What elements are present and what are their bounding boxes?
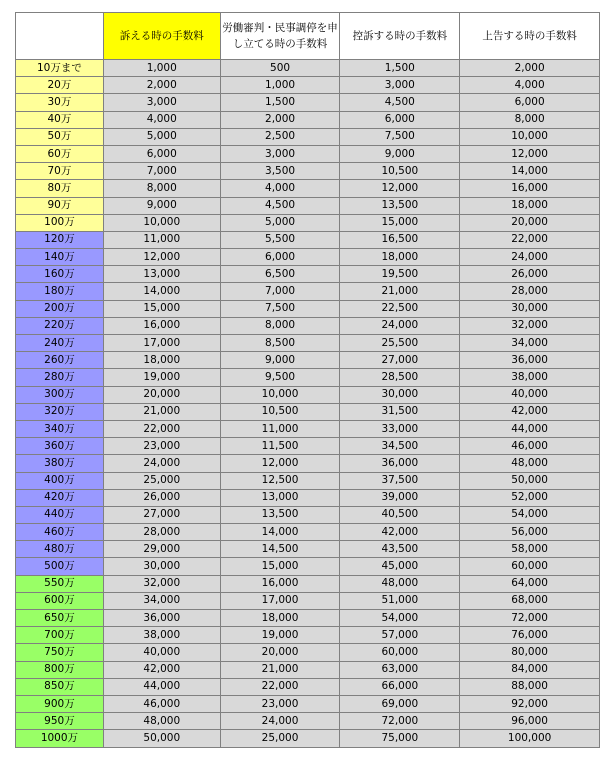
lawsuit-fee-cell: 24,000 <box>103 455 220 472</box>
appeal-fee-cell: 34,500 <box>340 438 460 455</box>
labor-mediation-fee-cell: 5,500 <box>220 231 340 248</box>
claim-amount-cell: 950万 <box>16 713 104 730</box>
final-appeal-fee-cell: 44,000 <box>460 420 600 437</box>
header-corner-cell <box>16 13 104 60</box>
claim-amount-cell: 90万 <box>16 197 104 214</box>
appeal-fee-cell: 37,500 <box>340 472 460 489</box>
claim-amount-cell: 440万 <box>16 506 104 523</box>
final-appeal-fee-cell: 8,000 <box>460 111 600 128</box>
lawsuit-fee-cell: 40,000 <box>103 644 220 661</box>
labor-mediation-fee-cell: 11,500 <box>220 438 340 455</box>
appeal-fee-cell: 1,500 <box>340 60 460 77</box>
final-appeal-fee-cell: 58,000 <box>460 541 600 558</box>
table-row <box>16 111 600 128</box>
appeal-fee-cell: 40,500 <box>340 506 460 523</box>
appeal-fee-cell: 19,500 <box>340 266 460 283</box>
lawsuit-fee-cell: 25,000 <box>103 472 220 489</box>
final-appeal-fee-cell: 48,000 <box>460 455 600 472</box>
table-row <box>16 730 600 747</box>
claim-amount-cell: 60万 <box>16 145 104 162</box>
final-appeal-fee-cell: 40,000 <box>460 386 600 403</box>
lawsuit-fee-cell: 5,000 <box>103 128 220 145</box>
lawsuit-fee-cell: 7,000 <box>103 163 220 180</box>
final-appeal-fee-cell: 68,000 <box>460 592 600 609</box>
table-row <box>16 472 600 489</box>
appeal-fee-cell: 12,000 <box>340 180 460 197</box>
final-appeal-fee-cell: 18,000 <box>460 197 600 214</box>
table-row <box>16 644 600 661</box>
final-appeal-fee-cell: 26,000 <box>460 266 600 283</box>
final-appeal-fee-cell: 34,000 <box>460 335 600 352</box>
appeal-fee-cell: 75,000 <box>340 730 460 747</box>
final-appeal-fee-cell: 20,000 <box>460 214 600 231</box>
appeal-fee-cell: 10,500 <box>340 163 460 180</box>
claim-amount-cell: 280万 <box>16 369 104 386</box>
lawsuit-fee-cell: 6,000 <box>103 145 220 162</box>
labor-mediation-fee-cell: 14,000 <box>220 524 340 541</box>
final-appeal-fee-cell: 84,000 <box>460 661 600 678</box>
labor-mediation-fee-cell: 20,000 <box>220 644 340 661</box>
table-row <box>16 610 600 627</box>
final-appeal-fee-cell: 28,000 <box>460 283 600 300</box>
lawsuit-fee-cell: 48,000 <box>103 713 220 730</box>
labor-mediation-fee-cell: 10,000 <box>220 386 340 403</box>
table-row <box>16 558 600 575</box>
final-appeal-fee-cell: 10,000 <box>460 128 600 145</box>
claim-amount-cell: 180万 <box>16 283 104 300</box>
lawsuit-fee-cell: 30,000 <box>103 558 220 575</box>
labor-mediation-fee-cell: 500 <box>220 60 340 77</box>
claim-amount-cell: 70万 <box>16 163 104 180</box>
appeal-fee-cell: 25,500 <box>340 335 460 352</box>
table-row <box>16 420 600 437</box>
lawsuit-fee-cell: 20,000 <box>103 386 220 403</box>
final-appeal-fee-cell: 54,000 <box>460 506 600 523</box>
final-appeal-fee-cell: 50,000 <box>460 472 600 489</box>
table-row <box>16 403 600 420</box>
table-row <box>16 627 600 644</box>
table-row <box>16 661 600 678</box>
final-appeal-fee-cell: 32,000 <box>460 317 600 334</box>
labor-mediation-fee-cell: 1,500 <box>220 94 340 111</box>
appeal-fee-cell: 16,500 <box>340 231 460 248</box>
header-row <box>16 13 600 60</box>
claim-amount-cell: 400万 <box>16 472 104 489</box>
table-row <box>16 386 600 403</box>
labor-mediation-fee-cell: 9,500 <box>220 369 340 386</box>
labor-mediation-fee-cell: 22,000 <box>220 678 340 695</box>
table-row <box>16 197 600 214</box>
lawsuit-fee-cell: 13,000 <box>103 266 220 283</box>
lawsuit-fee-cell: 14,000 <box>103 283 220 300</box>
claim-amount-cell: 480万 <box>16 541 104 558</box>
table-row <box>16 145 600 162</box>
appeal-fee-cell: 72,000 <box>340 713 460 730</box>
final-appeal-fee-cell: 6,000 <box>460 94 600 111</box>
claim-amount-cell: 320万 <box>16 403 104 420</box>
labor-mediation-fee-cell: 25,000 <box>220 730 340 747</box>
header-labor-mediation-fee: 労働審判・民事調停を申し立てる時の手数料 <box>220 13 340 60</box>
fee-table <box>15 12 600 748</box>
claim-amount-cell: 120万 <box>16 231 104 248</box>
claim-amount-cell: 460万 <box>16 524 104 541</box>
lawsuit-fee-cell: 17,000 <box>103 335 220 352</box>
lawsuit-fee-cell: 4,000 <box>103 111 220 128</box>
labor-mediation-fee-cell: 24,000 <box>220 713 340 730</box>
claim-amount-cell: 140万 <box>16 249 104 266</box>
appeal-fee-cell: 9,000 <box>340 145 460 162</box>
table-row <box>16 60 600 77</box>
lawsuit-fee-cell: 12,000 <box>103 249 220 266</box>
claim-amount-cell: 30万 <box>16 94 104 111</box>
claim-amount-cell: 160万 <box>16 266 104 283</box>
labor-mediation-fee-cell: 5,000 <box>220 214 340 231</box>
appeal-fee-cell: 24,000 <box>340 317 460 334</box>
claim-amount-cell: 80万 <box>16 180 104 197</box>
lawsuit-fee-cell: 2,000 <box>103 77 220 94</box>
final-appeal-fee-cell: 24,000 <box>460 249 600 266</box>
claim-amount-cell: 10万まで <box>16 60 104 77</box>
header-appeal-fee: 控訴する時の手数料 <box>340 13 460 60</box>
table-row <box>16 713 600 730</box>
appeal-fee-cell: 6,000 <box>340 111 460 128</box>
final-appeal-fee-cell: 4,000 <box>460 77 600 94</box>
labor-mediation-fee-cell: 12,000 <box>220 455 340 472</box>
lawsuit-fee-cell: 21,000 <box>103 403 220 420</box>
labor-mediation-fee-cell: 6,000 <box>220 249 340 266</box>
claim-amount-cell: 850万 <box>16 678 104 695</box>
labor-mediation-fee-cell: 23,000 <box>220 695 340 712</box>
labor-mediation-fee-cell: 7,500 <box>220 300 340 317</box>
labor-mediation-fee-cell: 2,000 <box>220 111 340 128</box>
lawsuit-fee-cell: 29,000 <box>103 541 220 558</box>
appeal-fee-cell: 48,000 <box>340 575 460 592</box>
lawsuit-fee-cell: 44,000 <box>103 678 220 695</box>
lawsuit-fee-cell: 26,000 <box>103 489 220 506</box>
lawsuit-fee-cell: 38,000 <box>103 627 220 644</box>
final-appeal-fee-cell: 16,000 <box>460 180 600 197</box>
final-appeal-fee-cell: 96,000 <box>460 713 600 730</box>
table-row <box>16 369 600 386</box>
lawsuit-fee-cell: 28,000 <box>103 524 220 541</box>
final-appeal-fee-cell: 52,000 <box>460 489 600 506</box>
final-appeal-fee-cell: 2,000 <box>460 60 600 77</box>
final-appeal-fee-cell: 80,000 <box>460 644 600 661</box>
lawsuit-fee-cell: 19,000 <box>103 369 220 386</box>
final-appeal-fee-cell: 64,000 <box>460 575 600 592</box>
table-row <box>16 180 600 197</box>
lawsuit-fee-cell: 3,000 <box>103 94 220 111</box>
appeal-fee-cell: 69,000 <box>340 695 460 712</box>
appeal-fee-cell: 60,000 <box>340 644 460 661</box>
claim-amount-cell: 360万 <box>16 438 104 455</box>
lawsuit-fee-cell: 50,000 <box>103 730 220 747</box>
appeal-fee-cell: 63,000 <box>340 661 460 678</box>
appeal-fee-cell: 57,000 <box>340 627 460 644</box>
labor-mediation-fee-cell: 17,000 <box>220 592 340 609</box>
lawsuit-fee-cell: 46,000 <box>103 695 220 712</box>
labor-mediation-fee-cell: 18,000 <box>220 610 340 627</box>
labor-mediation-fee-cell: 14,500 <box>220 541 340 558</box>
claim-amount-cell: 240万 <box>16 335 104 352</box>
appeal-fee-cell: 7,500 <box>340 128 460 145</box>
final-appeal-fee-cell: 88,000 <box>460 678 600 695</box>
claim-amount-cell: 200万 <box>16 300 104 317</box>
appeal-fee-cell: 4,500 <box>340 94 460 111</box>
table-row <box>16 455 600 472</box>
lawsuit-fee-cell: 32,000 <box>103 575 220 592</box>
table-row <box>16 438 600 455</box>
labor-mediation-fee-cell: 19,000 <box>220 627 340 644</box>
lawsuit-fee-cell: 16,000 <box>103 317 220 334</box>
table-row <box>16 575 600 592</box>
claim-amount-cell: 220万 <box>16 317 104 334</box>
final-appeal-fee-cell: 72,000 <box>460 610 600 627</box>
final-appeal-fee-cell: 46,000 <box>460 438 600 455</box>
appeal-fee-cell: 42,000 <box>340 524 460 541</box>
appeal-fee-cell: 22,500 <box>340 300 460 317</box>
claim-amount-cell: 300万 <box>16 386 104 403</box>
appeal-fee-cell: 39,000 <box>340 489 460 506</box>
claim-amount-cell: 1000万 <box>16 730 104 747</box>
table-row <box>16 352 600 369</box>
final-appeal-fee-cell: 38,000 <box>460 369 600 386</box>
labor-mediation-fee-cell: 1,000 <box>220 77 340 94</box>
final-appeal-fee-cell: 42,000 <box>460 403 600 420</box>
table-row <box>16 317 600 334</box>
table-row <box>16 94 600 111</box>
claim-amount-cell: 20万 <box>16 77 104 94</box>
labor-mediation-fee-cell: 15,000 <box>220 558 340 575</box>
labor-mediation-fee-cell: 2,500 <box>220 128 340 145</box>
labor-mediation-fee-cell: 8,500 <box>220 335 340 352</box>
lawsuit-fee-cell: 15,000 <box>103 300 220 317</box>
table-row <box>16 300 600 317</box>
appeal-fee-cell: 33,000 <box>340 420 460 437</box>
table-row <box>16 128 600 145</box>
appeal-fee-cell: 30,000 <box>340 386 460 403</box>
header-lawsuit-fee: 訴える時の手数料 <box>103 13 220 60</box>
claim-amount-cell: 650万 <box>16 610 104 627</box>
labor-mediation-fee-cell: 12,500 <box>220 472 340 489</box>
appeal-fee-cell: 3,000 <box>340 77 460 94</box>
labor-mediation-fee-cell: 21,000 <box>220 661 340 678</box>
table-row <box>16 506 600 523</box>
appeal-fee-cell: 31,500 <box>340 403 460 420</box>
claim-amount-cell: 700万 <box>16 627 104 644</box>
claim-amount-cell: 340万 <box>16 420 104 437</box>
claim-amount-cell: 550万 <box>16 575 104 592</box>
appeal-fee-cell: 54,000 <box>340 610 460 627</box>
labor-mediation-fee-cell: 3,500 <box>220 163 340 180</box>
final-appeal-fee-cell: 22,000 <box>460 231 600 248</box>
table-row <box>16 163 600 180</box>
labor-mediation-fee-cell: 13,500 <box>220 506 340 523</box>
appeal-fee-cell: 27,000 <box>340 352 460 369</box>
table-row <box>16 231 600 248</box>
labor-mediation-fee-cell: 7,000 <box>220 283 340 300</box>
table-row <box>16 541 600 558</box>
appeal-fee-cell: 15,000 <box>340 214 460 231</box>
appeal-fee-cell: 21,000 <box>340 283 460 300</box>
claim-amount-cell: 500万 <box>16 558 104 575</box>
lawsuit-fee-cell: 36,000 <box>103 610 220 627</box>
lawsuit-fee-cell: 10,000 <box>103 214 220 231</box>
table-row <box>16 592 600 609</box>
claim-amount-cell: 900万 <box>16 695 104 712</box>
header-final-appeal-fee: 上告する時の手数料 <box>460 13 600 60</box>
claim-amount-cell: 800万 <box>16 661 104 678</box>
table-row <box>16 77 600 94</box>
claim-amount-cell: 750万 <box>16 644 104 661</box>
appeal-fee-cell: 66,000 <box>340 678 460 695</box>
claim-amount-cell: 40万 <box>16 111 104 128</box>
lawsuit-fee-cell: 23,000 <box>103 438 220 455</box>
lawsuit-fee-cell: 27,000 <box>103 506 220 523</box>
lawsuit-fee-cell: 42,000 <box>103 661 220 678</box>
table-row <box>16 266 600 283</box>
final-appeal-fee-cell: 56,000 <box>460 524 600 541</box>
labor-mediation-fee-cell: 8,000 <box>220 317 340 334</box>
final-appeal-fee-cell: 60,000 <box>460 558 600 575</box>
claim-amount-cell: 100万 <box>16 214 104 231</box>
table-row <box>16 335 600 352</box>
lawsuit-fee-cell: 1,000 <box>103 60 220 77</box>
table-body <box>16 60 600 748</box>
lawsuit-fee-cell: 18,000 <box>103 352 220 369</box>
labor-mediation-fee-cell: 11,000 <box>220 420 340 437</box>
claim-amount-cell: 380万 <box>16 455 104 472</box>
lawsuit-fee-cell: 11,000 <box>103 231 220 248</box>
labor-mediation-fee-cell: 6,500 <box>220 266 340 283</box>
lawsuit-fee-cell: 22,000 <box>103 420 220 437</box>
lawsuit-fee-cell: 34,000 <box>103 592 220 609</box>
claim-amount-cell: 50万 <box>16 128 104 145</box>
table-row <box>16 249 600 266</box>
labor-mediation-fee-cell: 9,000 <box>220 352 340 369</box>
final-appeal-fee-cell: 100,000 <box>460 730 600 747</box>
table-row <box>16 283 600 300</box>
final-appeal-fee-cell: 30,000 <box>460 300 600 317</box>
claim-amount-cell: 600万 <box>16 592 104 609</box>
labor-mediation-fee-cell: 16,000 <box>220 575 340 592</box>
labor-mediation-fee-cell: 3,000 <box>220 145 340 162</box>
final-appeal-fee-cell: 14,000 <box>460 163 600 180</box>
appeal-fee-cell: 28,500 <box>340 369 460 386</box>
final-appeal-fee-cell: 12,000 <box>460 145 600 162</box>
table-row <box>16 524 600 541</box>
table-row <box>16 214 600 231</box>
claim-amount-cell: 260万 <box>16 352 104 369</box>
table-row <box>16 489 600 506</box>
appeal-fee-cell: 45,000 <box>340 558 460 575</box>
claim-amount-cell: 420万 <box>16 489 104 506</box>
appeal-fee-cell: 51,000 <box>340 592 460 609</box>
labor-mediation-fee-cell: 4,000 <box>220 180 340 197</box>
appeal-fee-cell: 43,500 <box>340 541 460 558</box>
appeal-fee-cell: 36,000 <box>340 455 460 472</box>
lawsuit-fee-cell: 9,000 <box>103 197 220 214</box>
appeal-fee-cell: 18,000 <box>340 249 460 266</box>
final-appeal-fee-cell: 92,000 <box>460 695 600 712</box>
lawsuit-fee-cell: 8,000 <box>103 180 220 197</box>
labor-mediation-fee-cell: 4,500 <box>220 197 340 214</box>
labor-mediation-fee-cell: 10,500 <box>220 403 340 420</box>
table-header <box>16 13 600 60</box>
appeal-fee-cell: 13,500 <box>340 197 460 214</box>
labor-mediation-fee-cell: 13,000 <box>220 489 340 506</box>
final-appeal-fee-cell: 76,000 <box>460 627 600 644</box>
table-row <box>16 695 600 712</box>
final-appeal-fee-cell: 36,000 <box>460 352 600 369</box>
table-row <box>16 678 600 695</box>
